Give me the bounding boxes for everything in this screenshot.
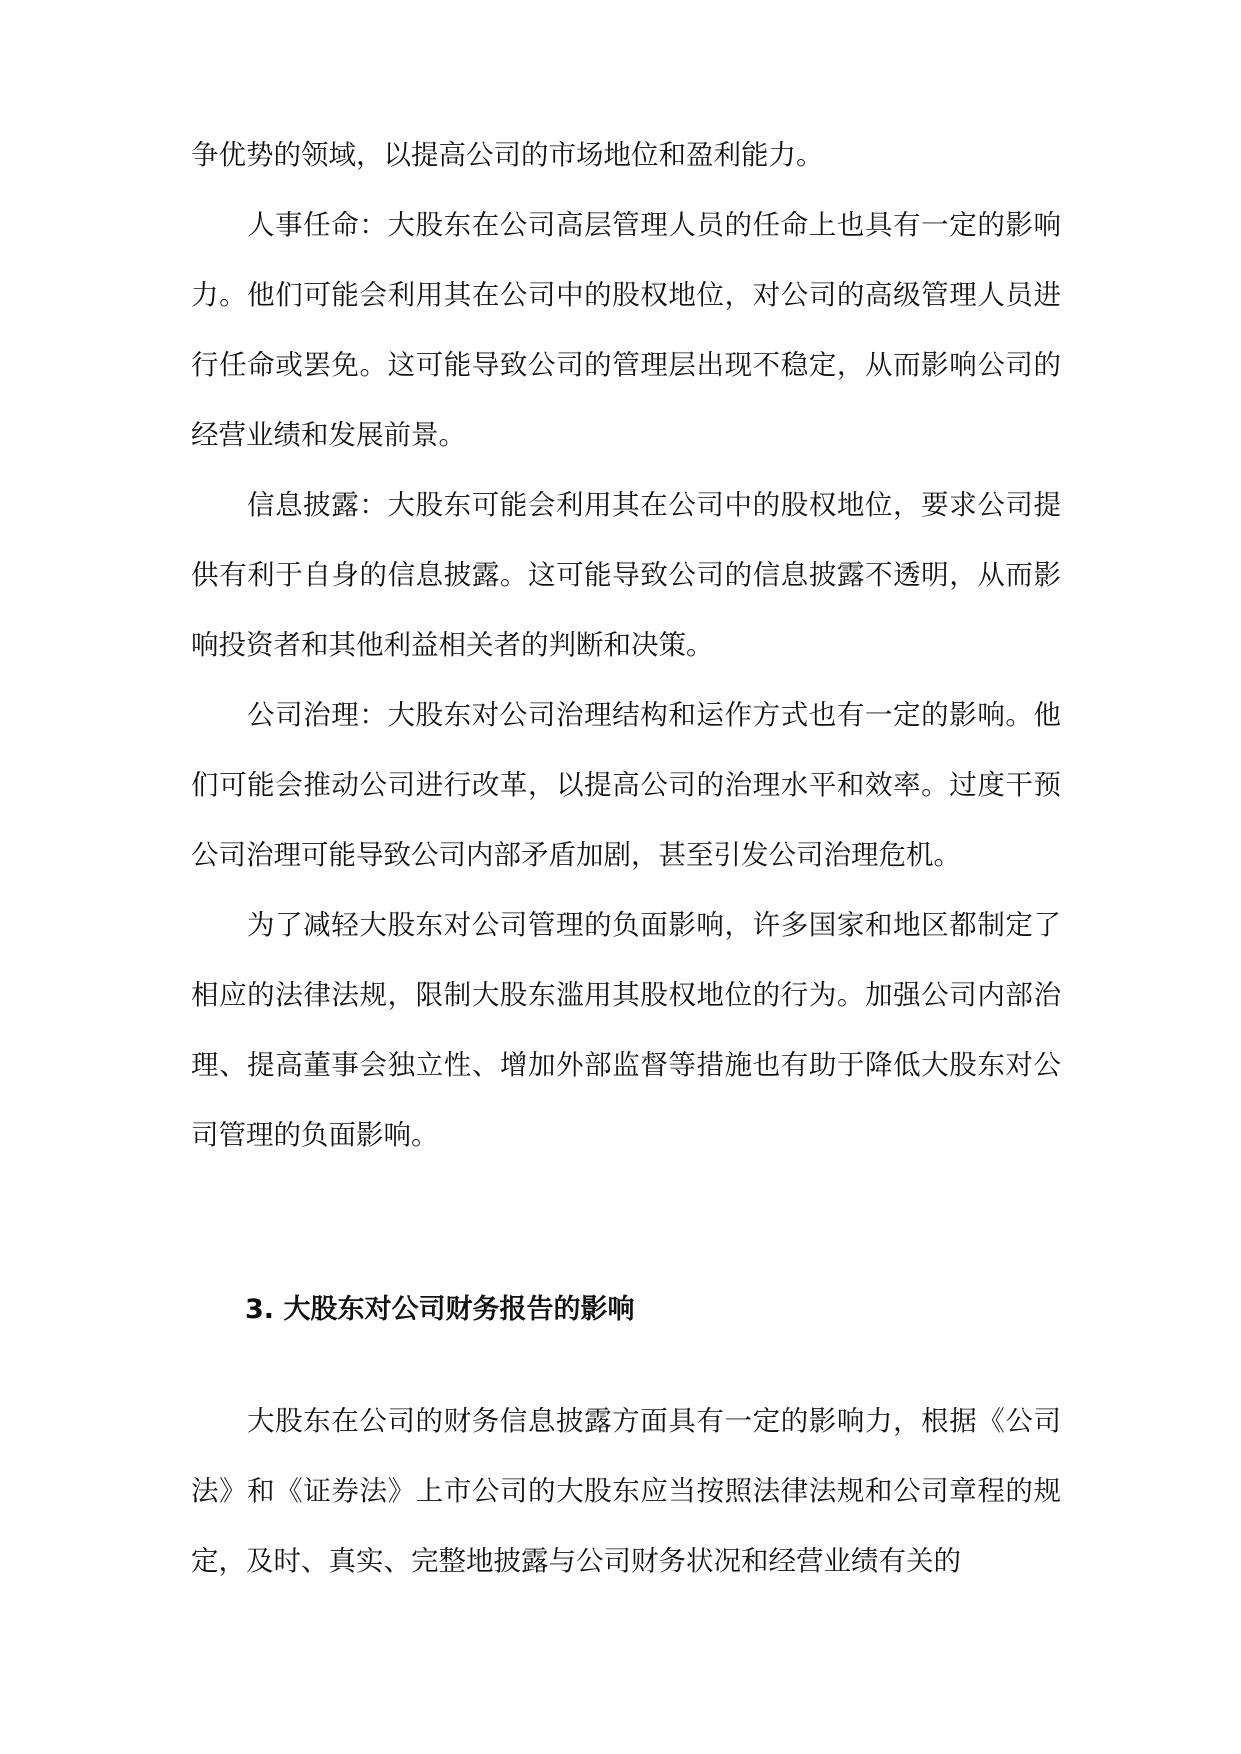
paragraph-mitigation: 为了减轻大股东对公司管理的负面影响，许多国家和地区都制定了相应的法律法规，限制大股东滥用其股权地位的行为。加强公司内部治理、提高董事会独立性、增加外部监督等措施也有助于降低大股东对公司管理的负面影响。 [191,909,1061,1151]
paragraph-financial-disclosure: 大股东在公司的财务信息披露方面具有一定的影响力，根据《公司法》和《证券法》上市公司的大股东应当按照法律法规和公司章程的规定，及时、真实、完整地披露与公司财务状况和经营业绩有关的 [191,1405,1061,1577]
paragraph-information-disclosure: 信息披露：大股东可能会利用其在公司中的股权地位，要求公司提供有利于自身的信息披露。这可能导致公司的信息披露不透明，从而影响投资者和其他利益相关者的判断和决策。 [191,489,1061,661]
paragraph-personnel-appointment: 人事任命：大股东在公司高层管理人员的任命上也具有一定的影响力。他们可能会利用其在公司中的股权地位，对公司的高级管理人员进行任命或罢免。这可能导致公司的管理层出现不稳定，从而影响公司的经营业绩和发展前景。 [191,209,1061,451]
section-heading: 3. 大股东对公司财务报告的影响 [245,1294,635,1325]
body-text-bottom [191,1386,1061,1596]
body-text-top [191,120,1061,1170]
paragraph-continuation: 争优势的领域，以提高公司的市场地位和盈利能力。 [191,139,824,171]
paragraph-corporate-governance: 公司治理：大股东对公司治理结构和运作方式也有一定的影响。他们可能会推动公司进行改革，以提高公司的治理水平和效率。过度干预公司治理可能导致公司内部矛盾加剧，甚至引发公司治理危机。 [191,699,1061,871]
